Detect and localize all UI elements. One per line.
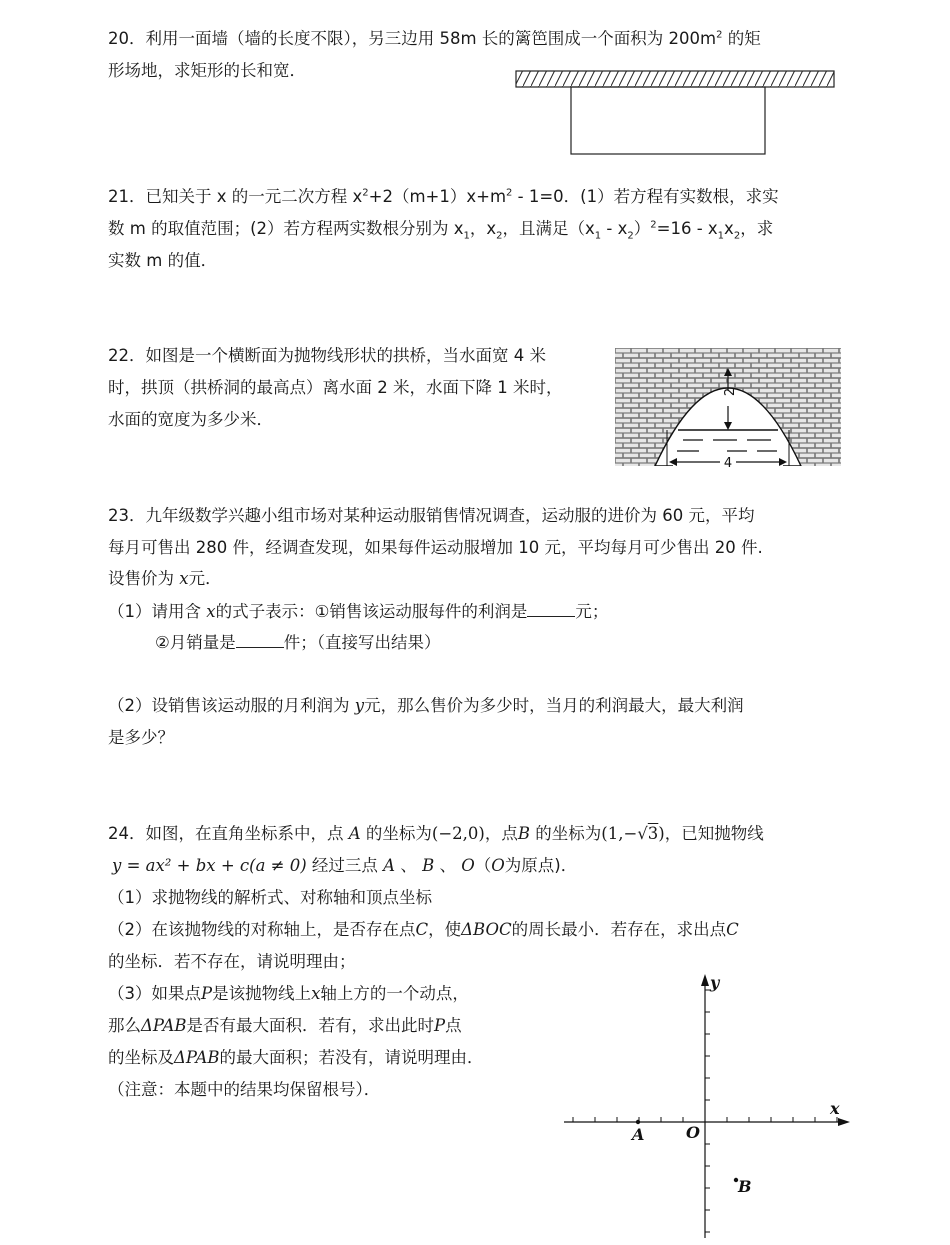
arch-width-label: 4	[723, 456, 733, 471]
origin-label: O	[686, 1123, 700, 1142]
q24-part3: （3）如果点P是该抛物线上x轴上方的一个动点，	[108, 984, 469, 1003]
q24-part2-line2: 的坐标．若不存在，请说明理由；	[108, 952, 356, 971]
point-A-label: A	[632, 1125, 645, 1144]
q24-line1: 24．如图，在直角坐标系中，点 A 的坐标为(−2,0)，点B 的坐标为(1,−√3)，已知抛物线	[108, 824, 764, 843]
fence-rectangle	[571, 87, 765, 154]
arch-height-label: 2	[723, 387, 738, 397]
q24-part1: （1）求抛物线的解析式、对称轴和顶点坐标	[108, 888, 432, 907]
answer-blank-sales[interactable]	[236, 631, 284, 648]
q22-line2: 时，拱顶（拱桥洞的最高点）离水面 2 米，水面下降 1 米时，	[108, 378, 563, 397]
q24-part2: （2）在该抛物线的对称轴上，是否存在点C，使ΔBOC的周长最小．若存在，求出点C	[108, 920, 739, 939]
q21-line3: 实数 m 的值．	[108, 251, 218, 270]
q23-line3: 设售价为 x元．	[108, 569, 222, 588]
q23-part2: （2）设销售该运动服的月利润为 y元，那么售价为多少时，当月的利润最大，最大利润	[108, 696, 744, 715]
y-axis-label: y	[710, 973, 720, 992]
q23-part1: （1）请用含 x的式子表示：①销售该运动服每件的利润是 元；	[108, 602, 609, 621]
q22-line3: 水面的宽度为多少米．	[108, 410, 273, 429]
q23-part1b: ②月销量是 件；（直接写出结果）	[155, 633, 441, 652]
q24-part3-line3: 的坐标及ΔPAB的最大面积；若没有，请说明理由．	[108, 1048, 484, 1067]
point-A	[636, 1120, 640, 1124]
point-B-label: B	[738, 1177, 752, 1196]
q24-coordinate-figure	[560, 970, 860, 1242]
q21-line1: 21．已知关于 x 的一元二次方程 $x^2+2(m+1)x+m^2 - 1=0$．(1）若方程有实数根，求实	[108, 187, 779, 206]
q24-note: （注意：本题中的结果均保留根号）．	[108, 1080, 381, 1099]
q22-arch-bridge-figure	[615, 348, 841, 471]
q23-line2: 每月可售出 280 件，经调查发现，如果每件运动服增加 10 元，平均每月可少售出 20 件.	[108, 538, 763, 557]
q24-line2: y = ax² + bx + c(a ≠ 0) 经过三点 A 、 B 、 O（O为原点)．	[112, 856, 578, 875]
wall	[516, 71, 834, 87]
answer-blank-profit[interactable]	[527, 600, 575, 617]
q20-line1: 20．利用一面墙（墙的长度不限），另三边用 58m 长的篱笆围成一个面积为 $200m^2$ 的矩	[108, 29, 761, 48]
q20-line2: 形场地，求矩形的长和宽．	[108, 61, 306, 80]
q23-part2-line2: 是多少？	[108, 728, 174, 747]
q22-line1: 22．如图是一个横断面为抛物线形状的拱桥，当水面宽 4 米	[108, 346, 546, 365]
q20-wall-figure	[515, 70, 837, 156]
q24-part3-line2: 那么ΔPAB是否有最大面积．若有，求出此时P点	[108, 1016, 462, 1035]
q21-line2: 数 m 的取值范围；(2）若方程两实数根分别为 $x_1$，$x_2$，且满足$(x_1 - x_2)^2=16 - x_1x_2$，求	[108, 219, 774, 242]
x-axis-label: x	[830, 1099, 840, 1118]
q23-line1: 23．九年级数学兴趣小组市场对某种运动服销售情况调查，运动服的进价为 60 元，平均	[108, 506, 755, 525]
